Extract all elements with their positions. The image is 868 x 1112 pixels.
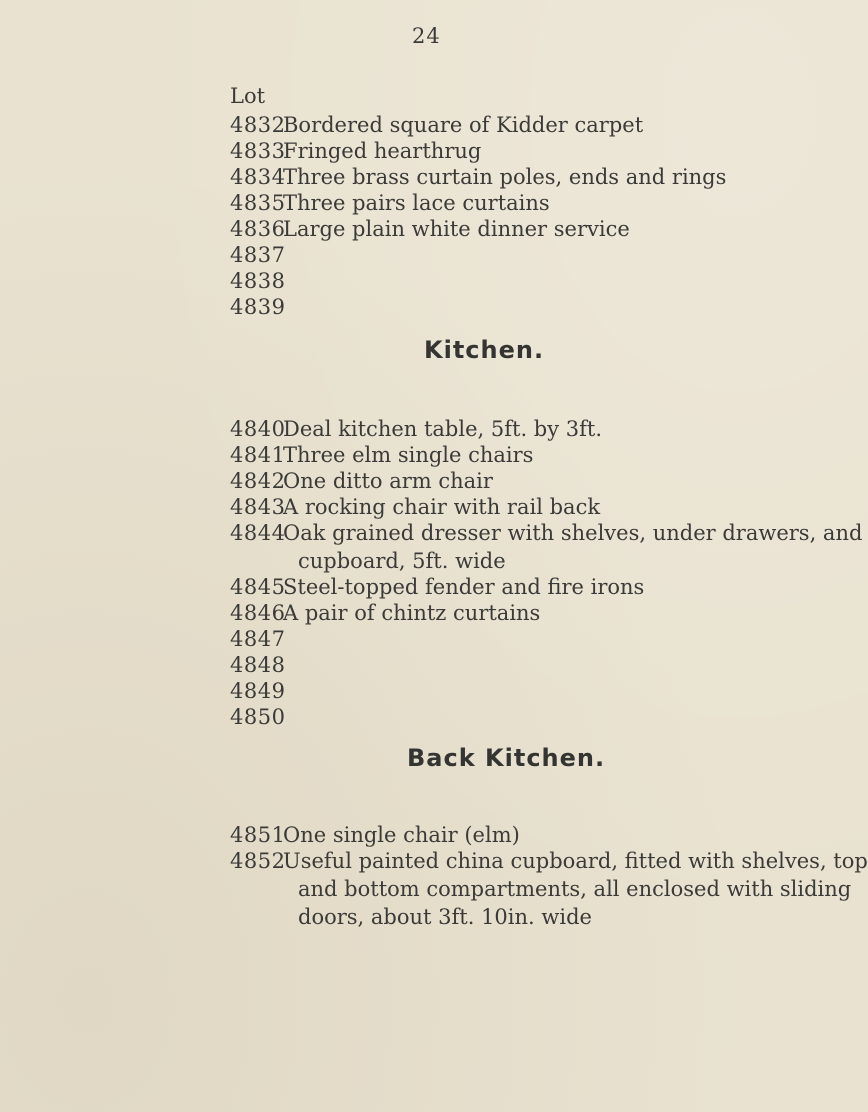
lot-number: 4852 xyxy=(230,849,286,873)
section-heading-kitchen: Kitchen. xyxy=(424,336,545,364)
lot-description: Steel-topped fender and fire irons xyxy=(283,575,645,599)
lot-description: Deal kitchen table, 5ft. by 3ft. xyxy=(283,417,603,441)
lot-description: Large plain white dinner service xyxy=(283,217,630,241)
lot-number: 4835 xyxy=(230,191,286,215)
lot-number: 4847 xyxy=(230,627,286,651)
lot-description: Fringed hearthrug xyxy=(283,139,482,163)
lot-number: 4837 xyxy=(230,243,286,267)
lot-description-continued: cupboard, 5ft. wide xyxy=(298,549,506,573)
lot-description: Three elm single chairs xyxy=(283,443,534,467)
lot-description: Bordered square of Kidder carpet xyxy=(283,113,644,137)
lot-number: 4848 xyxy=(230,653,286,677)
lot-description: Three brass curtain poles, ends and rings xyxy=(283,165,727,189)
lot-number: 4845 xyxy=(230,575,286,599)
lot-column-heading: Lot xyxy=(230,84,266,108)
lot-number: 4838 xyxy=(230,269,286,293)
page-number: 24 xyxy=(412,24,441,48)
lot-description-continued: and bottom compartments, all enclosed with sliding xyxy=(298,877,852,901)
lot-number: 4839 xyxy=(230,295,286,319)
lot-description: Three pairs lace curtains xyxy=(283,191,550,215)
lot-description: A pair of chintz curtains xyxy=(283,601,541,625)
lot-number: 4851 xyxy=(230,823,286,847)
lot-description: One ditto arm chair xyxy=(283,469,493,493)
list-item xyxy=(230,848,868,930)
lot-description-continued: doors, about 3ft. 10in. wide xyxy=(298,905,592,929)
lot-number: 4832 xyxy=(230,113,286,137)
lot-number: 4836 xyxy=(230,217,286,241)
lot-number: 4840 xyxy=(230,417,286,441)
lot-number: 4841 xyxy=(230,443,286,467)
section-heading-back-kitchen: Back Kitchen. xyxy=(407,744,606,772)
lot-description: A rocking chair with rail back xyxy=(283,495,601,519)
lot-description: One single chair (elm) xyxy=(283,823,520,847)
lot-description: Oak grained dresser with shelves, under drawers, and xyxy=(283,521,863,545)
lot-number: 4843 xyxy=(230,495,286,519)
lot-number: 4850 xyxy=(230,705,286,729)
lot-number: 4842 xyxy=(230,469,286,493)
lot-number: 4834 xyxy=(230,165,286,189)
lot-number: 4833 xyxy=(230,139,286,163)
lot-number: 4849 xyxy=(230,679,286,703)
lot-number: 4846 xyxy=(230,601,286,625)
list-item xyxy=(230,520,863,574)
lot-description: Useful painted china cupboard, fitted with shelves, top xyxy=(283,849,868,873)
lot-number: 4844 xyxy=(230,521,286,545)
